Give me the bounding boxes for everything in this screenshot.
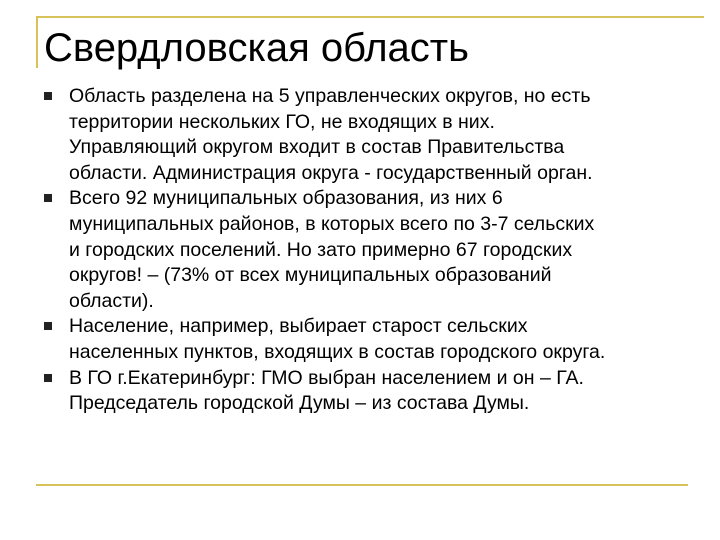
- top-accent-line: [36, 16, 704, 18]
- bullet-item: [44, 186, 694, 314]
- left-accent-line: [36, 16, 38, 68]
- bullet-line: населенных пунктов, входящих в состав городского округа.: [69, 340, 606, 363]
- square-bullet-icon: [44, 374, 52, 382]
- bullet-line: области. Администрация округа - государственный орган.: [69, 161, 593, 184]
- bullet-line: Область разделена на 5 управленческих округов, но есть: [69, 85, 591, 107]
- bullet-line: Население, например, выбирает старост сельских: [69, 315, 528, 338]
- slide-title: Свердловская область: [44, 26, 469, 70]
- bullet-line: округов! – (73% от всех муниципальных образований: [69, 264, 552, 287]
- square-bullet-icon: [44, 194, 52, 202]
- square-bullet-icon: [44, 322, 52, 330]
- bullet-item: [44, 366, 694, 417]
- bullet-list: [44, 84, 694, 417]
- bullet-line: В ГО г.Екатеринбург: ГМО выбран населением и он – ГА.: [69, 366, 584, 389]
- bullet-line: муниципальных районов, в которых всего по 3-7 сельских: [69, 212, 595, 235]
- bullet-line: территории нескольких ГО, не входящих в них.: [69, 110, 495, 133]
- bullet-item: [44, 84, 694, 186]
- bullet-line: и городских поселений. Но зато примерно 67 городских: [69, 238, 573, 261]
- bottom-accent-line: [36, 484, 688, 486]
- bullet-item: [44, 314, 694, 365]
- bullet-line: Всего 92 муниципальных образования, из них 6: [69, 187, 503, 210]
- square-bullet-icon: [44, 92, 52, 100]
- bullet-line: области).: [69, 289, 154, 312]
- bullet-line: Управляющий округом входит в состав Правительства: [69, 136, 565, 159]
- bullet-line: Председатель городской Думы – из состава Думы.: [69, 392, 530, 415]
